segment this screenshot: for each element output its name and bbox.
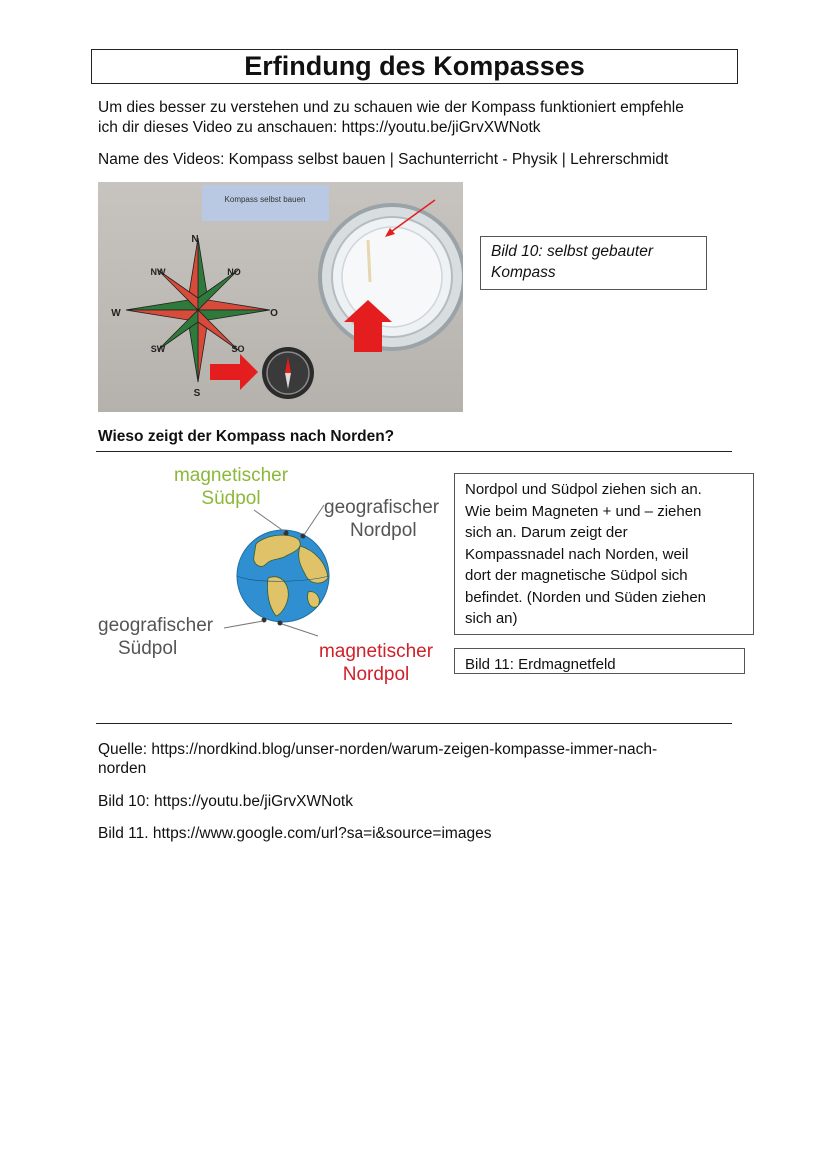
label-geo-north-line-2: Nordpol [350, 520, 417, 541]
explanation-line-2: Wie beim Magneten + und – ziehen [465, 502, 702, 520]
label-geo-north [324, 496, 450, 542]
label-geo-south [98, 614, 220, 660]
caption-bild-10-line-1: Bild 10: selbst gebauter [491, 243, 653, 260]
leader-line-magnetic-south [254, 510, 285, 532]
page-title: Erfindung des Kompasses [244, 51, 585, 81]
source-bild-11: Bild 11. https://www.google.com/url?sa=i&source=images [98, 825, 492, 842]
title-box [91, 49, 738, 84]
label-magnetic-south-line-1: magnetischer [173, 465, 289, 486]
geo-south-marker [262, 618, 267, 623]
dir-so: SO [231, 344, 245, 354]
caption-bild-11-text: Bild 11: Erdmagnetfeld [465, 656, 616, 673]
label-magnetic-north-line-2: Nordpol [342, 664, 410, 685]
dir-no: NO [227, 267, 241, 277]
label-magnetic-north-line-1: magnetischer [318, 641, 434, 662]
explanation-line-7: sich an) [465, 610, 518, 627]
label-geo-south-line-2: Südpol [118, 638, 178, 659]
dir-s: S [193, 388, 201, 399]
explanation-line-4: Kompassnadel nach Norden, weil [465, 545, 689, 563]
earth-globe-icon [237, 530, 329, 622]
dir-w: W [111, 308, 121, 319]
caption-bild-11 [454, 648, 745, 674]
dir-n: N [191, 234, 199, 245]
label-magnetic-south-line-2: Südpol [201, 488, 261, 509]
leader-line-geo-south [224, 621, 263, 628]
leader-line-geo-north [304, 505, 324, 535]
label-magnetic-south [166, 464, 296, 510]
intro-line-1: Um dies besser zu verstehen und zu schauen wie der Kompass funktioniert empfehle [98, 99, 684, 116]
water-bowl-icon [320, 205, 463, 349]
sign-text: Kompass selbst bauen [224, 195, 306, 204]
red-arrow-right-icon [210, 354, 258, 390]
explanation-line-3: sich an. Darum zeigt der [465, 524, 628, 541]
label-geo-south-line-1: geografischer [98, 615, 214, 636]
explanation-line-1: Nordpol und Südpol ziehen sich an. [465, 481, 702, 498]
label-geo-north-line-1: geografischer [324, 497, 440, 518]
label-magnetic-north [314, 640, 438, 686]
video-name: Name des Videos: Kompass selbst bauen | Sachunterricht - Physik | Lehrerschmidt [98, 151, 669, 168]
section-heading: Wieso zeigt der Kompass nach Norden? [98, 428, 395, 445]
source-bild-10: Bild 10: https://youtu.be/jiGrvXWNotk [98, 793, 353, 810]
small-compass-icon [262, 347, 314, 399]
explanation-line-6: befindet. (Norden und Süden ziehen [465, 588, 707, 606]
compass-photo [98, 182, 463, 412]
explanation-box [454, 473, 754, 635]
compass-rose-icon [126, 238, 270, 382]
source-quelle-line-1: Quelle: https://nordkind.blog/unser-norden/warum-zeigen-kompasse-immer-nach- [98, 741, 658, 758]
dir-nw: NW [150, 267, 166, 277]
explanation-line-5: dort der magnetische Südpol sich [465, 567, 688, 584]
earth-illustration [96, 460, 451, 690]
caption-bild-10 [480, 236, 707, 290]
intro-line-2: ich dir dieses Video zu anschauen: https://youtu.be/jiGrvXWNotk [98, 119, 541, 136]
compass-photo-drawing [98, 182, 463, 412]
caption-bild-10-line-2: Kompass [491, 264, 556, 281]
magnetic-north-marker [278, 621, 283, 626]
source-quelle-line-2: norden [98, 760, 147, 777]
dir-sw: SW [150, 344, 166, 354]
divider-1 [96, 451, 732, 452]
leader-line-magnetic-north [282, 624, 318, 636]
dir-o: O [270, 308, 278, 319]
divider-2 [96, 723, 732, 724]
